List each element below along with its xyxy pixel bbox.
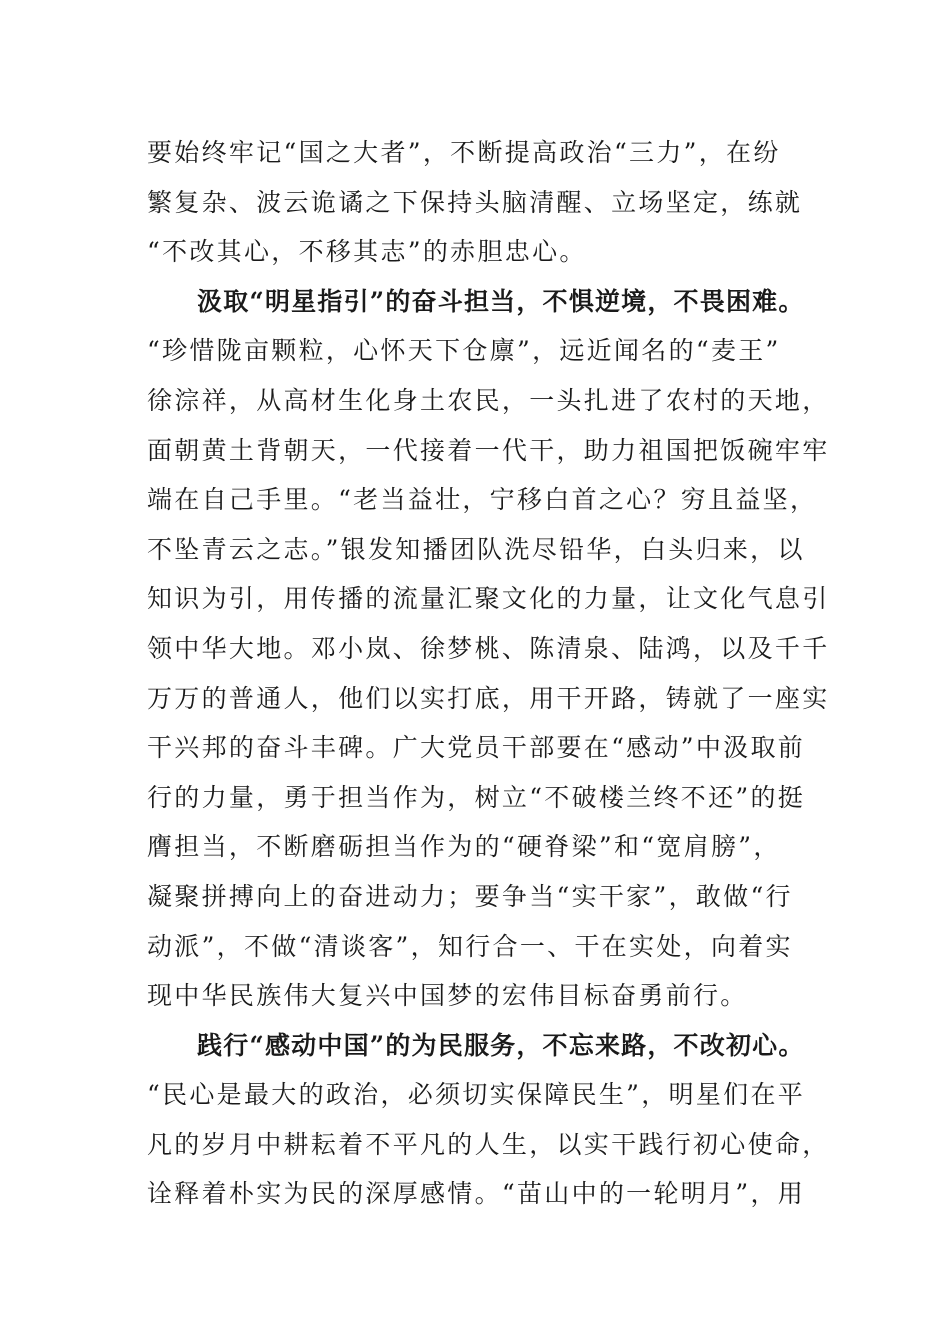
body-line: 诠释着朴实为民的深厚感情。“苗山中的一轮明月”，用	[147, 1179, 806, 1209]
document-body	[147, 128, 830, 1219]
body-line: 领中华大地。邓小岚、徐梦桃、陈清泉、陆鸿，以及千千	[147, 633, 830, 663]
body-line: “民心是最大的政治，必须切实保障民生”，明星们在平	[147, 1080, 806, 1110]
body-line: 万万的普通人，他们以实打底，用干开路，铸就了一座实	[147, 683, 830, 713]
body-line: 凡的岁月中耕耘着不平凡的人生，以实干践行初心使命，	[147, 1129, 830, 1159]
body-line: 动派”，不做“清谈客”，知行合一、干在实处，向着实	[147, 931, 793, 961]
body-line: 凝聚拼搏向上的奋进动力；要争当“实干家”，敢做“行	[147, 881, 793, 911]
body-line: 徐淙祥，从高材生化身土农民，一头扎进了农村的天地，	[147, 385, 830, 415]
section-heading: 汲取“明星指引”的奋斗担当，不惧逆境，不畏困难。	[197, 286, 805, 316]
body-line: 面朝黄土背朝天，一代接着一代干，助力祖国把饭碗牢牢	[147, 435, 830, 465]
body-line: 行的力量，勇于担当作为，树立“不破楼兰终不还”的挺	[147, 782, 806, 812]
body-line: 要始终牢记“国之大者”，不断提高政治“三力”，在纷	[147, 138, 781, 167]
body-line: 膺担当，不断磨砺担当作为的“硬脊梁”和“宽肩膀”，	[147, 832, 781, 862]
body-line: 繁复杂、波云诡谲之下保持头脑清醒、立场坚定，练就	[147, 187, 803, 217]
body-line: 现中华民族伟大复兴中国梦的宏伟目标奋勇前行。	[147, 981, 748, 1011]
body-line: “珍惜陇亩颗粒，心怀天下仓廪”，远近闻名的“麦王”	[147, 336, 781, 366]
body-line: “不改其心，不移其志”的赤胆忠心。	[147, 237, 587, 267]
body-line: 知识为引，用传播的流量汇聚文化的力量，让文化气息引	[147, 584, 830, 614]
body-line: 干兴邦的奋斗丰碑。广大党员干部要在“感动”中汲取前	[147, 733, 806, 763]
section-heading: 践行“感动中国”的为民服务，不忘来路，不改初心。	[197, 1030, 805, 1060]
body-line: 端在自己手里。“老当益壮，宁移白首之心？穷且益坚，	[147, 485, 818, 515]
body-line: 不坠青云之志。”银发知播团队洗尽铅华，白头归来，以	[147, 534, 805, 564]
